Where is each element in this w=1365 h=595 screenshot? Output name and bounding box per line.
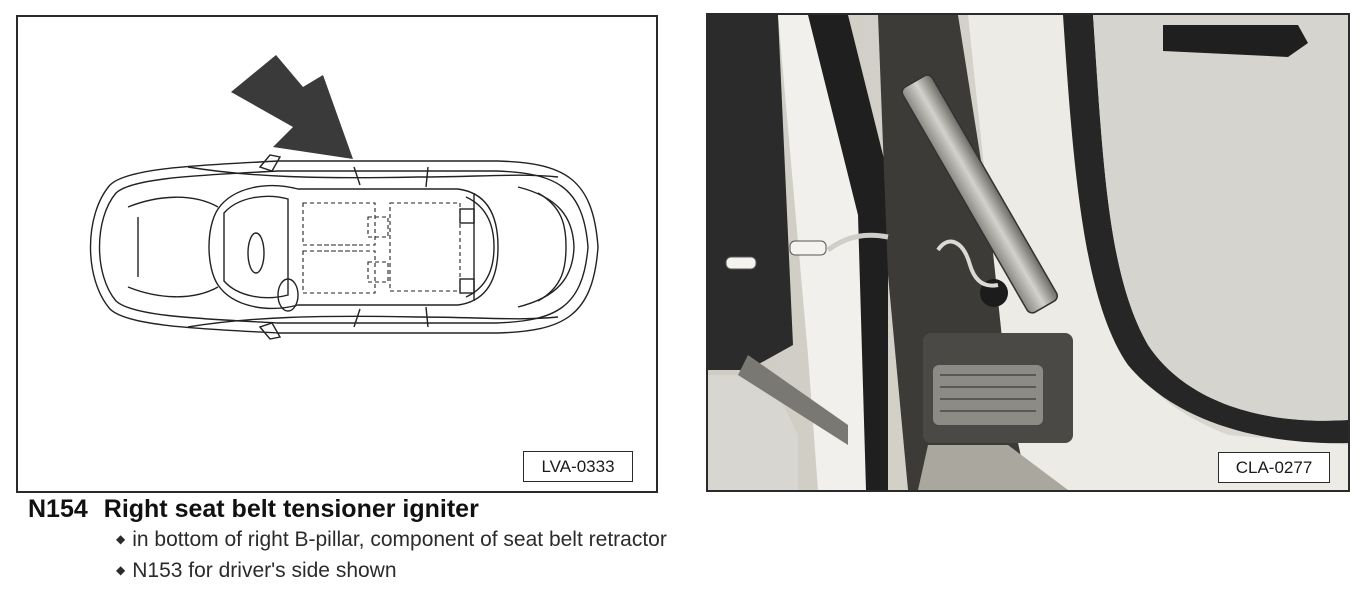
car-top-view-figure bbox=[16, 15, 658, 493]
bullet-text: N153 for driver's side shown bbox=[132, 559, 397, 582]
bullet-item bbox=[116, 524, 667, 555]
cabin-outline bbox=[209, 186, 498, 309]
car-top-view-drawing bbox=[18, 17, 656, 491]
b-pillar-photo-drawing bbox=[708, 15, 1348, 490]
bullet-text: in bottom of right B-pillar, component of seat belt retractor bbox=[132, 528, 667, 551]
diamond-icon: ◆ bbox=[116, 563, 126, 577]
caption-title-row bbox=[28, 494, 667, 524]
left-mirror bbox=[260, 155, 280, 171]
caption bbox=[28, 494, 667, 586]
figure-label: CLA-0277 bbox=[1218, 452, 1330, 483]
pointer-arrow-icon bbox=[231, 55, 353, 159]
component-title: Right seat belt tensioner igniter bbox=[103, 495, 479, 523]
figure-label: LVA-0333 bbox=[523, 451, 633, 482]
car-body-outline bbox=[91, 161, 599, 333]
diamond-icon: ◆ bbox=[116, 532, 126, 546]
right-mirror bbox=[260, 323, 280, 339]
door-seal-left bbox=[708, 15, 793, 370]
caption-bullets bbox=[28, 524, 667, 586]
b-pillar-photo-figure bbox=[706, 13, 1350, 492]
bullet-item bbox=[116, 555, 667, 586]
component-code: N154 bbox=[28, 495, 88, 523]
